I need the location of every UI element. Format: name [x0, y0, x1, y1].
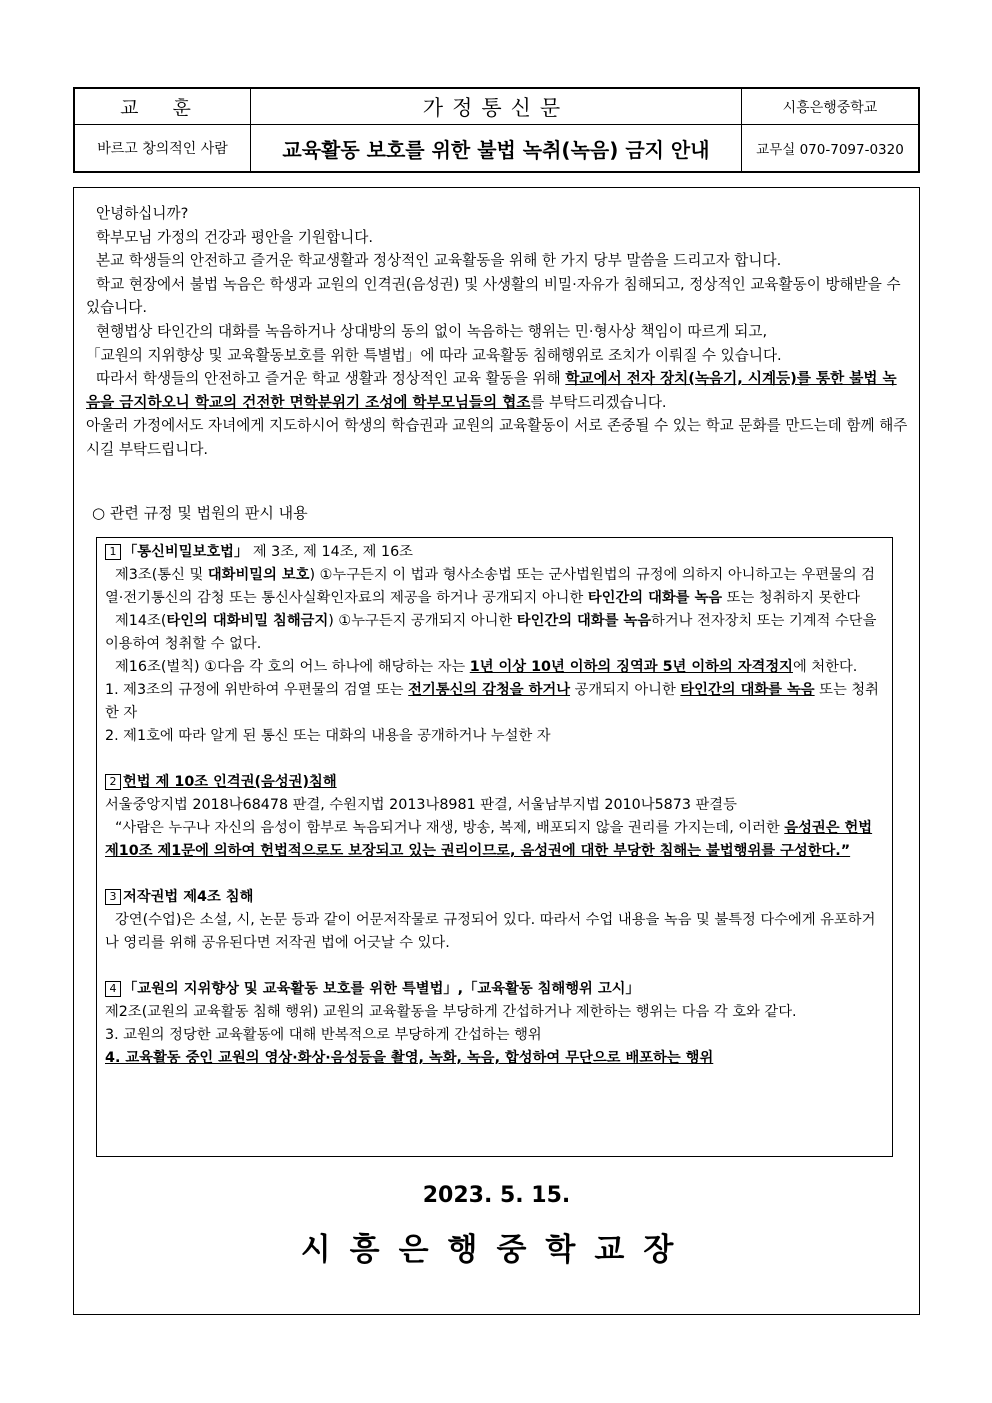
intro-emphasis: 학교에서 전자 장치(녹음기, 시계등)를 통한 불법 녹음을 금지하오니 학교의 건전한 면학분위기 조성에 학부모님들의 협조 [86, 370, 897, 411]
underline-run: 전기통신의 감청을 하거나 [408, 682, 571, 698]
motto-label-cell [75, 89, 251, 125]
greeting: 안녕하십니까? [96, 205, 189, 222]
law1-article14 [105, 610, 884, 656]
law2-quote [105, 817, 884, 863]
intro-text [86, 202, 910, 462]
law2-title: 헌법 제 10조 인격권(음성권)침해 [123, 774, 337, 790]
intro-paragraph: 학부모님 가정의 건강과 평안을 기원합니다. [96, 228, 373, 246]
intro-paragraph: 현행법상 타인간의 대화를 녹음하거나 상대방의 동의 없이 녹음하는 행위는 민·형사상 책임이 따르게 되고, [96, 322, 768, 340]
bold-run: 대화비밀의 보호 [207, 567, 310, 583]
doc-type: 가정통신문 [422, 95, 570, 120]
intro-paragraph [86, 367, 910, 414]
text-run: 또는 청취하지 못한다 [722, 590, 861, 606]
intro-paragraph: 학교 현장에서 불법 녹음은 학생과 교원의 인격권(음성권) 및 사생활의 비밀·자유가 침해되고, 정상적인 교육활동이 방해받을 수 있습니다. [86, 275, 901, 317]
motto-label: 교 훈 [120, 97, 205, 119]
number-badge: 3 [105, 889, 121, 905]
motto: 바르고 창의적인 사람 [97, 141, 228, 157]
law1-title: 「통신비밀보호법」 [123, 544, 249, 560]
text-run: 공개되지 아니한 [570, 682, 681, 698]
contact: 교무실 070-7097-0320 [756, 142, 904, 158]
number-badge: 4 [105, 981, 121, 997]
underline-run: 음성권은 헌법 제10조 제1문에 의하여 헌법적으로도 보장되고 있는 권리이므로, 음성권에 대한 부당한 침해는 불법행위를 구성한다.” [105, 820, 873, 859]
school-name: 시흥은행중학교 [782, 99, 878, 116]
text-run: 에 처한다. [792, 659, 858, 675]
page-title: 교육활동 보호를 위한 불법 녹취(녹음) 금지 안내 [282, 137, 710, 162]
text-run: 하거나 전자장치 또는 기계적 수단을 이용하여 청취할 수 없다. [105, 613, 877, 652]
text-run: ) ①누구든지 공개되지 아니한 [328, 613, 517, 629]
intro-paragraph: 본교 학생들의 안전하고 즐거운 학교생활과 정상적인 교육활동을 위해 한 가지 당부 말씀을 드리고자 합니다. [96, 252, 782, 270]
motto-cell [75, 125, 251, 172]
main-content [73, 187, 920, 1315]
law1-article16 [105, 656, 884, 679]
intro-text-run: 를 부탁드리겠습니다. [530, 393, 667, 411]
number-badge: 2 [105, 774, 121, 790]
law4-item3: 3. 교원의 정당한 교육활동에 대해 반복적으로 부당하게 간섭하는 행위 [105, 1027, 542, 1043]
doc-type-cell [251, 89, 742, 125]
law3-title: 저작권법 제4조 침해 [123, 889, 254, 905]
law1-item1 [105, 679, 884, 725]
issue-date: 2023. 5. 15. [422, 1183, 571, 1208]
intro-paragraph: 「교원의 지위향상 및 교육활동보호를 위한 특별법」에 따라 교육활동 침해행위로 조치가 이뤄질 수 있습니다. [86, 346, 782, 364]
law1-item2: 2. 제1호에 따라 알게 된 통신 또는 대화의 내용을 공개하거나 누설한 자 [105, 728, 551, 744]
law1-heading [105, 541, 884, 564]
section-title: ○ 관련 규정 및 법원의 판시 내용 [92, 504, 308, 522]
title-cell [251, 125, 742, 172]
contact-cell [742, 125, 919, 172]
law3-body: 강연(수업)은 소설, 시, 논문 등과 같이 어문저작물로 규정되어 있다. 따라서 수업 내용을 녹음 및 불특정 다수에게 유포하거나 영리를 위해 공유된다면 저작권 법에 어긋날 수 있다. [105, 912, 876, 951]
law4-item4: 4. 교육활동 중인 교원의 영상·화상·음성등을 촬영, 녹화, 녹음, 합성하여 무단으로 배포하는 행위 [105, 1050, 714, 1066]
underline-run: 1년 이상 10년 이하의 징역과 5년 이하의 자격정지 [469, 659, 793, 675]
text-run: 제14조( [115, 613, 167, 629]
bold-run: 타인간의 대화를 녹음 [516, 613, 652, 629]
law2-cases: 서울중앙지법 2018나68478 판결, 수원지법 2013나8981 판결, 서울남부지법 2010나5873 판결등 [105, 797, 737, 813]
text-run: 제3조(통신 및 [115, 567, 208, 583]
law4-body: 제2조(교원의 교육활동 침해 행위) 교원의 교육활동을 부당하게 간섭하거나 제한하는 행위는 다음 각 호와 같다. [105, 1004, 797, 1020]
text-run: 또는 청취한 자 [105, 682, 879, 721]
underline-run: 타인간의 대화를 녹음 [680, 682, 815, 698]
law2-heading [105, 771, 884, 794]
law3-heading [105, 886, 884, 909]
bold-run: 타인의 대화비밀 침해금지 [166, 613, 329, 629]
text-run: “사람은 누구나 자신의 음성이 함부로 녹음되거나 재생, 방송, 복제, 배포되지 않을 권리를 가지는데, 이러한 [115, 820, 785, 836]
law4-heading [105, 978, 884, 1001]
law-box [96, 537, 893, 1157]
intro-text-run: 따라서 학생들의 안전하고 즐거운 학교 생활과 정상적인 교육 활동을 위해 [96, 370, 566, 388]
header-table [73, 87, 920, 173]
text-run: 1. 제3조의 규정에 위반하여 우편물의 검열 또는 [105, 682, 409, 698]
intro-paragraph: 아울러 가정에서도 자녀에게 지도하시어 학생의 학습권과 교원의 교육활동이 서로 존중될 수 있는 학교 문화를 만드는데 함께 해주시길 부탁드립니다. [86, 417, 908, 458]
text-run: 제16조(벌칙) ①다음 각 호의 어느 하나에 해당하는 자는 [115, 659, 470, 675]
law4-title: 「교원의 지위향상 및 교육활동 보호를 위한 특별법」,「교육활동 침해행위 고시」 [123, 981, 640, 997]
signer: 시흥은행중학교장 [300, 1232, 693, 1268]
number-badge: 1 [105, 544, 121, 560]
bold-run: 타인간의 대화를 녹음 [587, 590, 723, 606]
school-cell [742, 89, 919, 125]
law1-title-rest: 제 3조, 제 14조, 제 16조 [248, 544, 413, 560]
text-run: ) ①누구든지 이 법과 형사소송법 또는 군사법원법의 규정에 의하지 아니하고는 우편물의 검열·전기통신의 감청 또는 통신사실확인자료의 제공을 하거나 공개되지 아니한 [105, 567, 876, 606]
law1-article3 [105, 564, 884, 610]
